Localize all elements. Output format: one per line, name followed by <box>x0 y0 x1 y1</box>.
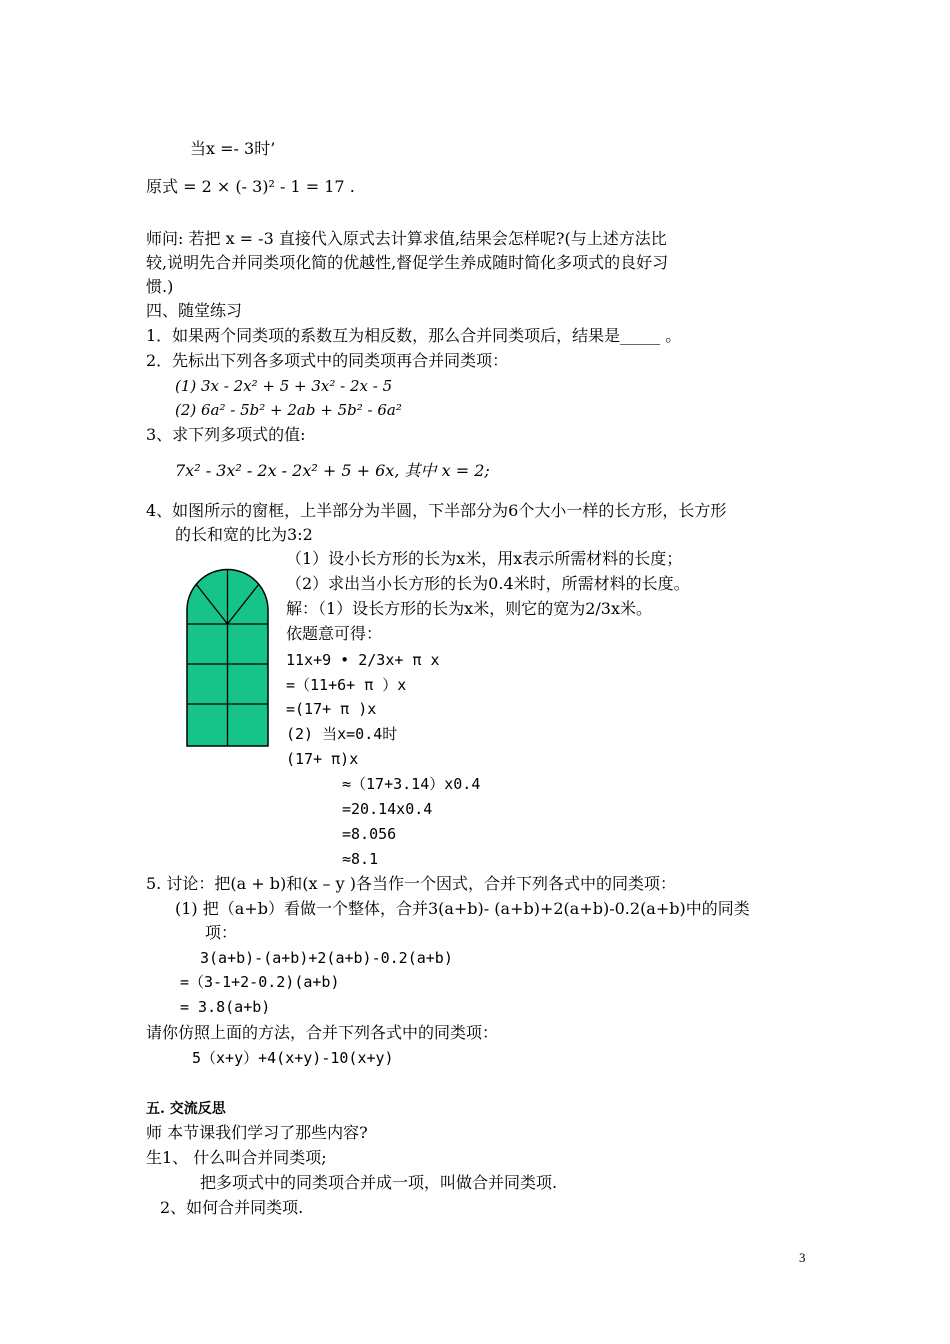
text-line: 较,说明先合并同类项化简的优越性,督促学生养成随时简化多项式的良好习 <box>146 253 669 272</box>
solution-line: ≈（17+3.14）x0.4 <box>342 775 481 793</box>
section-heading: 四、随堂练习 <box>146 301 243 320</box>
text-line: 2．先标出下列各多项式中的同类项再合并同类项： <box>146 351 509 370</box>
text-line: 解：（1）设长方形的长为x米，则它的宽为2/3x米。 <box>286 599 652 618</box>
text-line: 2、如何合并同类项. <box>160 1198 304 1217</box>
window-frame-figure <box>185 568 270 748</box>
solution-line: = 3.8(a+b) <box>180 998 271 1016</box>
text-line: 4、如图所示的窗框，上半部分为半圆，下半部分为6个大小一样的长方形，长方形 <box>146 501 727 520</box>
solution-line: 11x+9 • 2/3x+ π x <box>286 651 440 669</box>
solution-line: 3(a+b)-(a+b)+2(a+b)-0.2(a+b) <box>200 949 453 967</box>
solution-line: =20.14x0.4 <box>342 800 433 818</box>
text-line: 依题意可得： <box>286 624 383 643</box>
text-line: 3、求下列多项式的值: <box>146 425 306 444</box>
text-line: 项： <box>205 923 238 942</box>
solution-line: ≈8.1 <box>342 850 379 868</box>
solution-line: (2) 当x=0.4时 <box>286 725 398 743</box>
solution-line: =8.056 <box>342 825 397 843</box>
formula-line: 7x² - 3x² - 2x - 2x² + 5 + 6x, 其中 x = 2; <box>175 461 490 480</box>
text-line: 当x =- 3时’ <box>190 139 276 158</box>
text-line: （1）设小长方形的长为x米，用x表示所需材料的长度； <box>286 549 683 568</box>
solution-line: =(17+ π )x <box>286 700 377 718</box>
text-line: 生1、 什么叫合并同类项; <box>146 1148 327 1167</box>
text-line: 请你仿照上面的方法，合并下列各式中的同类项： <box>146 1023 499 1042</box>
text-line: 原式 = 2 × (- 3)² - 1 = 17 . <box>146 177 355 196</box>
text-line: (1) 把（a+b）看做一个整体，合并3(a+b)- (a+b)+2(a+b)-0.2(a+b)中的同类 <box>175 899 750 918</box>
text-line: 师问: 若把 x = -3 直接代入原式去计算求值,结果会怎样呢?(与上述方法比 <box>146 229 667 248</box>
text-line: （2）求出当小长方形的长为0.4米时，所需材料的长度。 <box>286 574 690 593</box>
text-line: 的长和宽的比为3:2 <box>175 525 313 544</box>
text-line: 惯.) <box>146 277 174 296</box>
text-line: 1．如果两个同类项的系数互为相反数，那么合并同类项后，结果是_____ 。 <box>146 326 682 345</box>
section-heading: 五. 交流反思 <box>146 1101 226 1117</box>
solution-line: =（3-1+2-0.2)(a+b) <box>180 973 340 991</box>
solution-line: =（11+6+ π ）x <box>286 676 407 694</box>
text-line: 5. 讨论：把(a + b)和(x – y )各当作一个因式，合并下列各式中的同类项： <box>146 874 677 893</box>
text-line: 师 本节课我们学习了那些内容? <box>146 1123 368 1142</box>
formula-line: (1) 3x - 2x² + 5 + 3x² - 2x - 5 <box>175 377 393 395</box>
formula-line: (2) 6a² - 5b² + 2ab + 5b² - 6a² <box>175 401 402 419</box>
text-line: 把多项式中的同类项合并成一项，叫做合并同类项. <box>200 1173 558 1192</box>
solution-line: (17+ π)x <box>286 750 359 768</box>
solution-line: 5（x+y）+4(x+y)-10(x+y) <box>192 1049 394 1067</box>
page-number: 3 <box>799 1250 806 1265</box>
